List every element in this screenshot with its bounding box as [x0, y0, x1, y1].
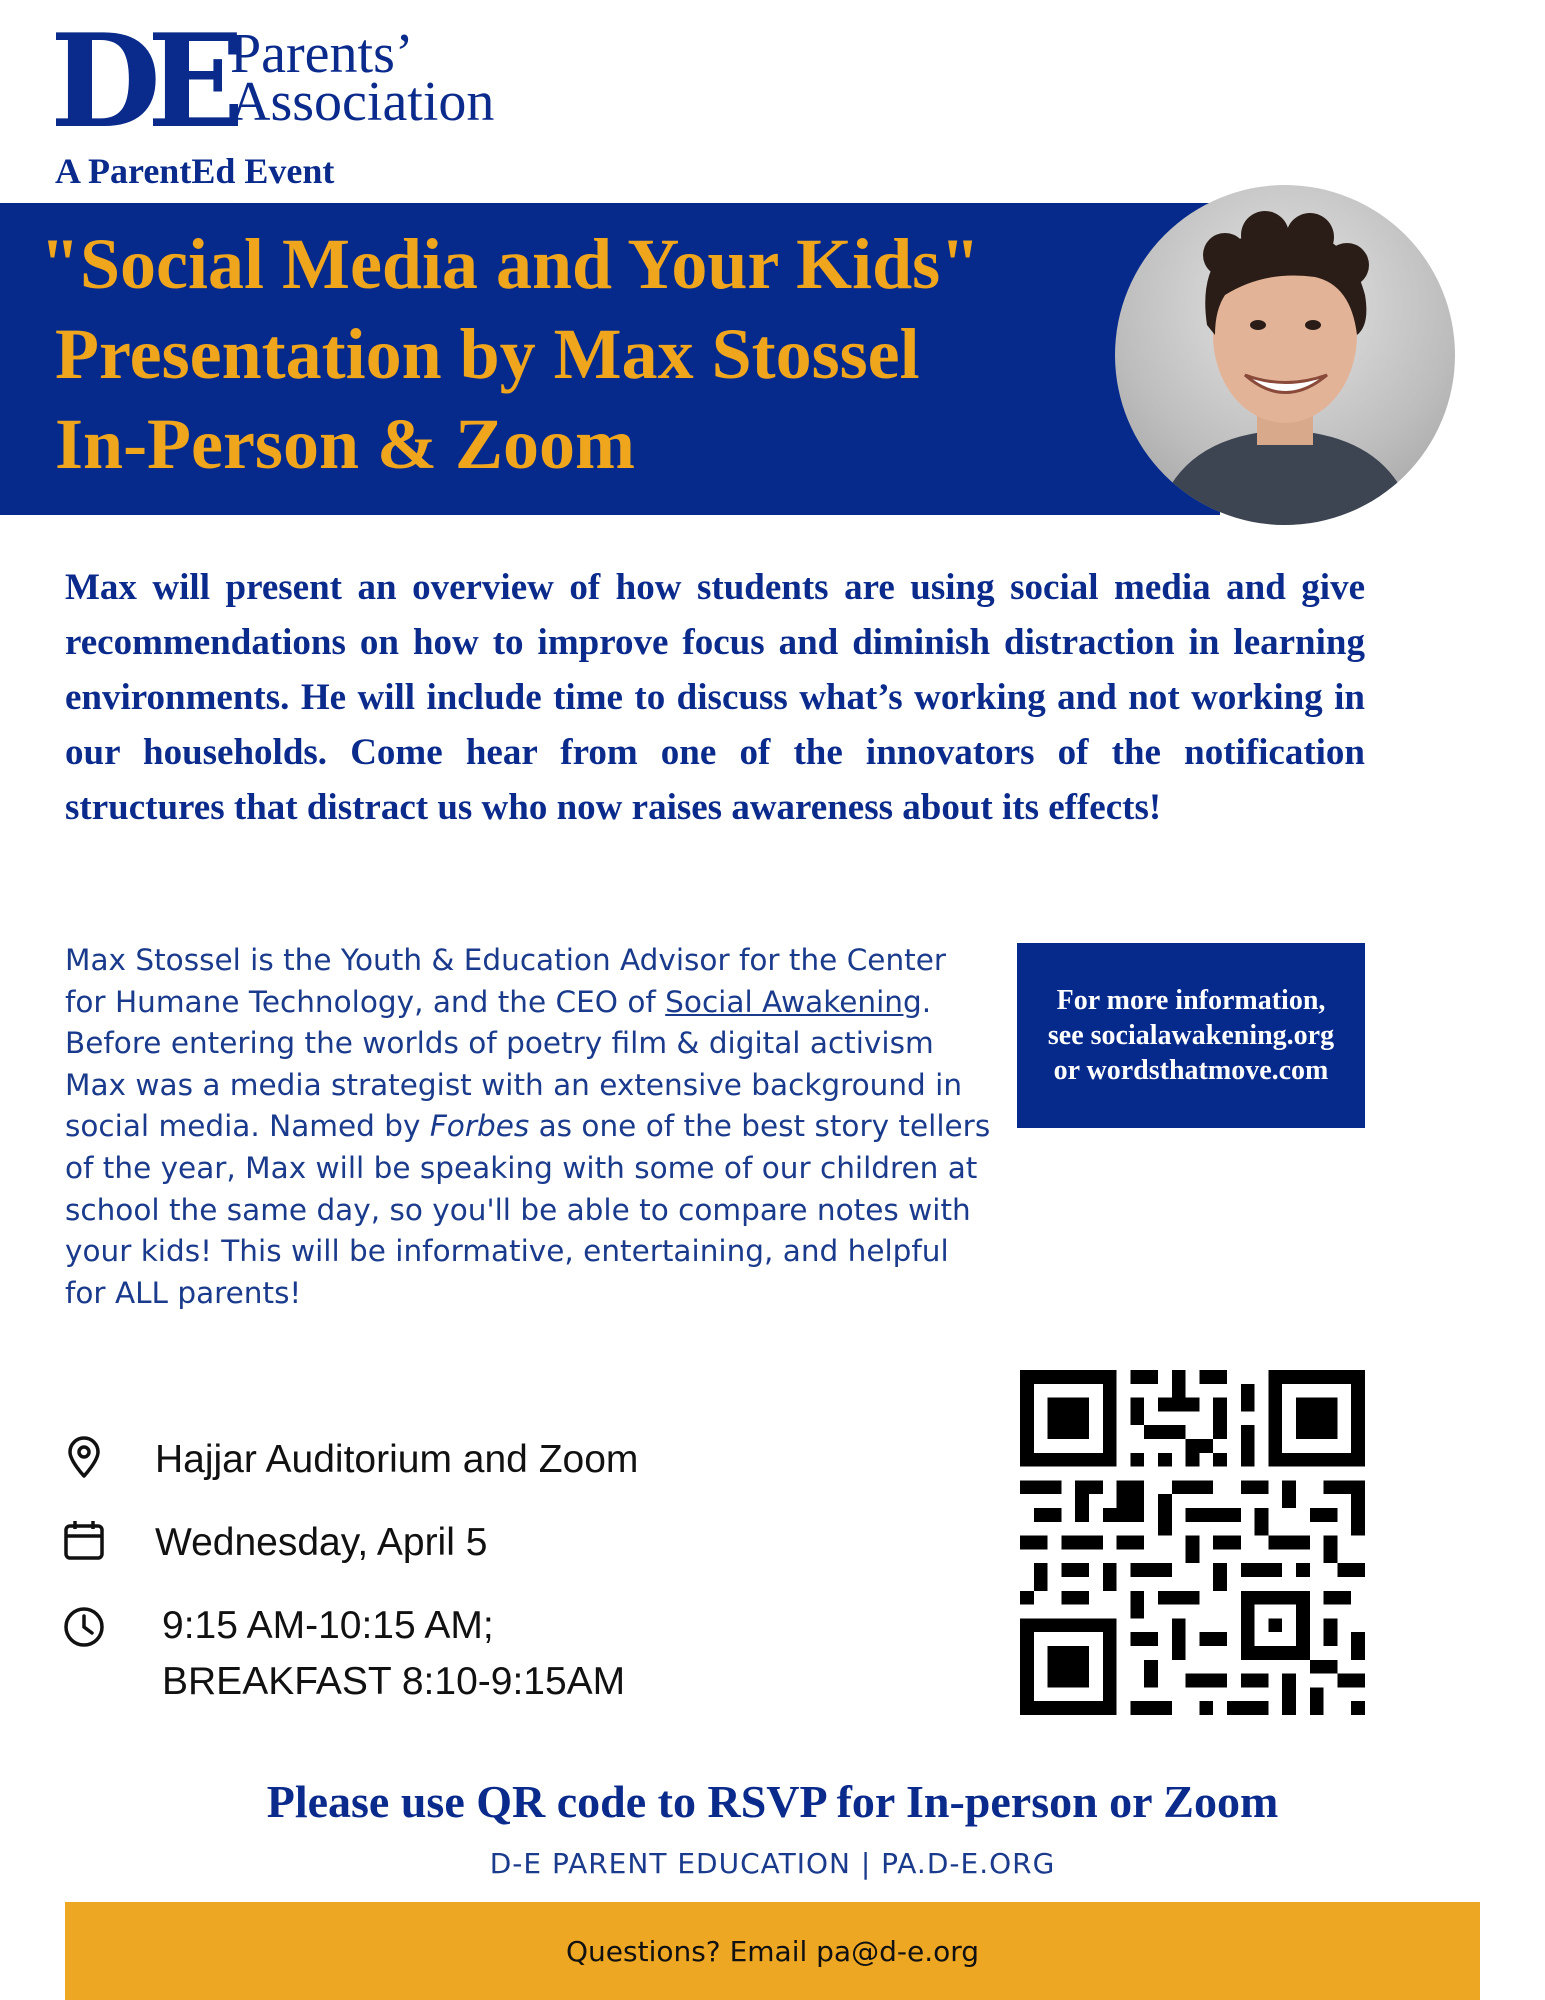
- banner-title-line-3: In-Person & Zoom: [55, 404, 635, 484]
- clock-icon: [62, 1605, 106, 1649]
- logo-line-1: Parents’: [230, 23, 414, 85]
- event-subtitle: A ParentEd Event: [55, 151, 335, 191]
- logo-monogram: DE: [50, 7, 231, 157]
- event-location: Hajjar Auditorium and Zoom: [155, 1438, 639, 1481]
- banner-title-line-1: "Social Media and Your Kids": [40, 224, 981, 304]
- speaker-photo: [1115, 185, 1455, 525]
- speaker-photo-illustration: [1115, 185, 1455, 525]
- logo-line-2: Association: [230, 71, 495, 133]
- rsvp-instruction: Please use QR code to RSVP for In-person or Zoom: [266, 1776, 1279, 1827]
- bio-text-2: . Before entering the worlds of poetry film & digital activism Max was a media strategist with an extensive background in social media. Named by: [65, 984, 963, 1144]
- more-info-box: [1017, 943, 1365, 1128]
- rsvp-qr-code[interactable]: [1020, 1370, 1365, 1715]
- event-time: [162, 1598, 625, 1710]
- map-pin-icon: [62, 1435, 106, 1479]
- event-time-line-1: 9:15 AM-10:15 AM;: [162, 1604, 494, 1647]
- social-awakening-link[interactable]: Social Awakening: [665, 984, 922, 1019]
- footer-text: D-E PARENT EDUCATION | PA.D-E.ORG: [489, 1847, 1056, 1880]
- infobox-line-2: see socialawakening.org: [1047, 1020, 1335, 1051]
- speaker-bio: [65, 940, 995, 1314]
- infobox-line-3: or wordsthatmove.com: [1053, 1055, 1329, 1086]
- calendar-icon: [62, 1518, 106, 1562]
- logo-wordmark: [230, 23, 495, 133]
- event-date: Wednesday, April 5: [155, 1521, 488, 1564]
- banner-title-line-2: Presentation by Max Stossel: [55, 314, 920, 394]
- event-time-line-2: BREAKFAST 8:10-9:15AM: [162, 1660, 626, 1703]
- questions-email[interactable]: Questions? Email pa@d-e.org: [565, 1934, 980, 1968]
- questions-bar: [65, 1902, 1480, 2000]
- bio-text-3: as one of the best story tellers of the year, Max will be speaking with some of our children at school the same day, so you'll be able to compare notes with your kids! This will be informative, entertaining, and helpful for ALL parents!: [65, 1109, 991, 1310]
- bio-forbes: Forbes: [429, 1109, 530, 1144]
- intro-paragraph: Max will present an overview of how students are using social media and give recommendations on how to improve focus and diminish distraction in learning environments. He will include time to discuss what’s working and not working in our households. Come hear from one of the innovators of the notification structures that distract us who now raises awareness about its effects!: [65, 567, 1365, 828]
- bio-text-1: Max Stossel is the Youth & Education Advisor for the Center for Humane Technology, and the CEO of: [65, 943, 946, 1019]
- infobox-line-1: For more information,: [1056, 985, 1326, 1016]
